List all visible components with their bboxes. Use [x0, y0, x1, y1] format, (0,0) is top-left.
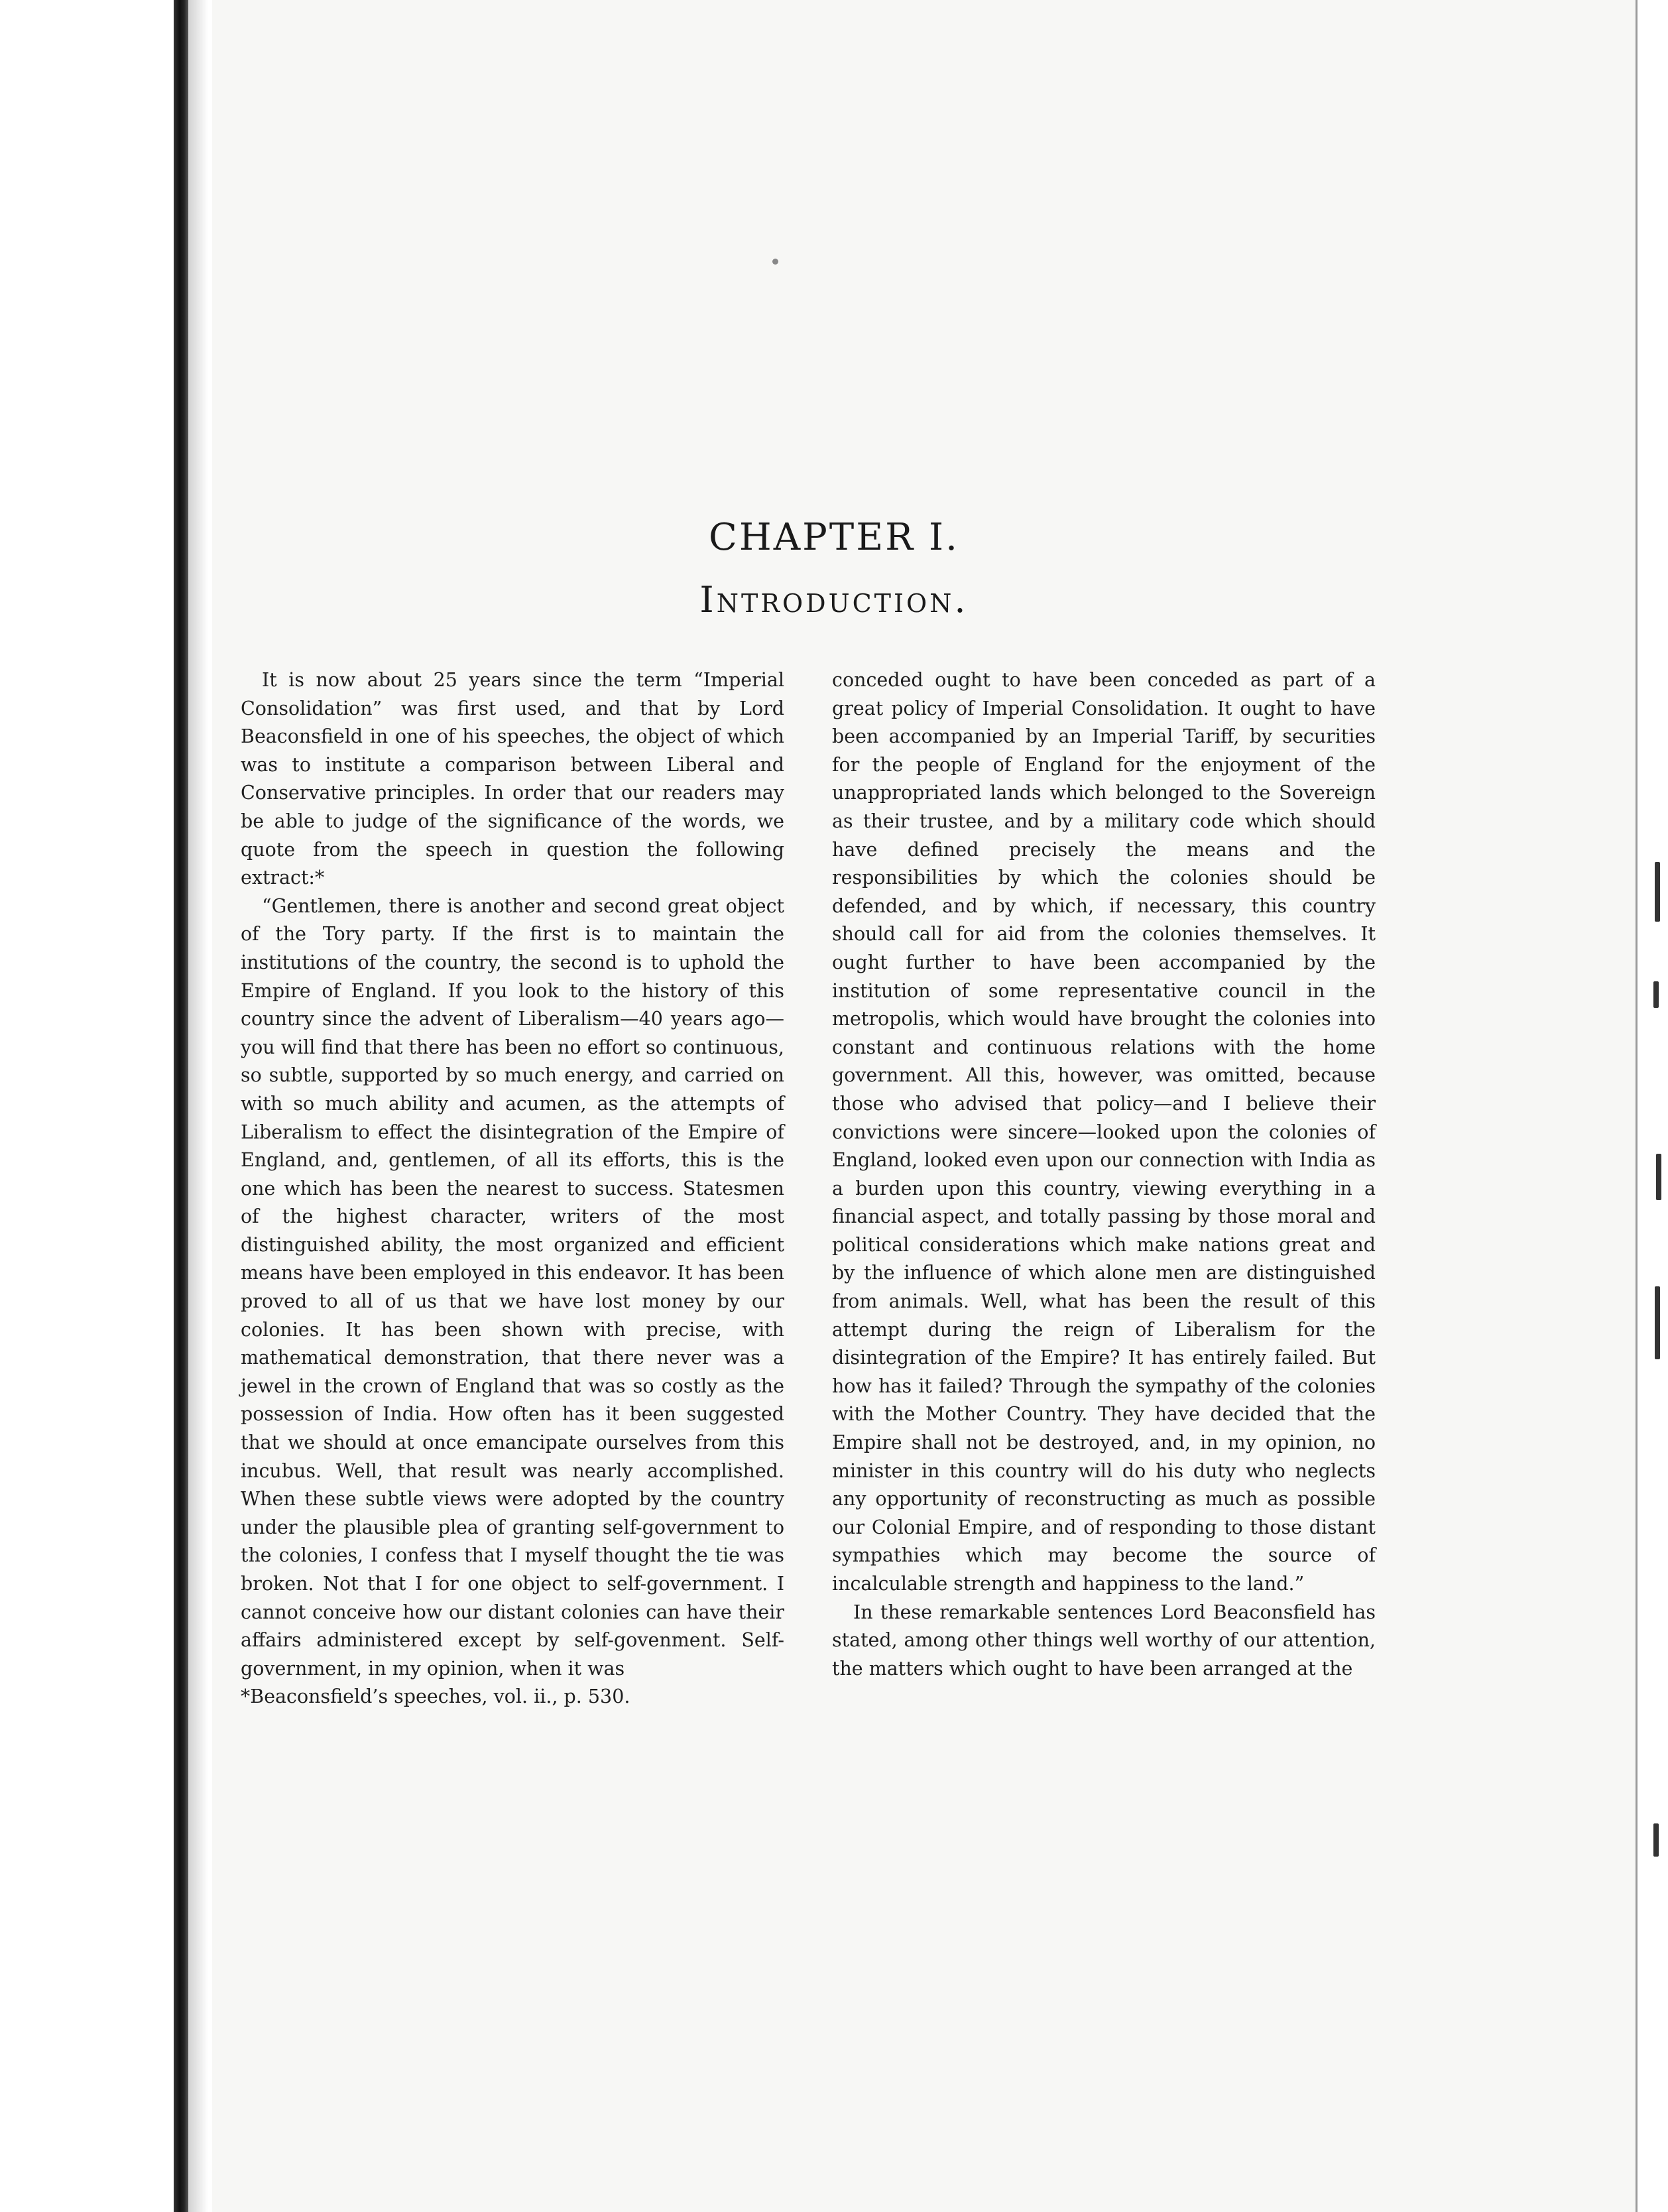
- page-edge-right: [1636, 0, 1668, 2212]
- book-binding-edge: [174, 0, 188, 2212]
- chapter-number: CHAPTER I.: [709, 516, 959, 559]
- paragraph: “Gentlemen, there is another and second great object of the Tory party. If the first is to maintain the institutions of the country, the second is to uphold the Empire of England. If you look to the history of this country since the advent of Liberalism—40 years ago—you will find that there has been no effort so continuous, so subtle, supported by so much energy, and carried on with so much ability and acumen, as the attempts of Liberalism to effect the disintegration of the Empire of England, and, gentlemen, of all its efforts, this is the one which has been the nearest to success. Statesmen of the highest character, writers of the most distinguished ability, the most organized and efficient means have been employed in this endeavor. It has been proved to all of us that we have lost money by our colonies. It has been shown with precise, with mathematical demonstration, that there never was a jewel in the crown of England that was so costly as the possession of India. How often has it been suggested that we should at once emancipate ourselves from this incubus. Well, that result was nearly accomplished. When these subtle views were adopted by the country under the plausible plea of granting self-government to the colonies, I confess that I myself thought the tie was broken. Not that I for one object to self-government. I cannot conceive how our distant colonies can have their affairs administered except by self-govenment. Self-government, in my opinion, when it was: [241, 894, 784, 1680]
- text-column-right: [832, 666, 1376, 1683]
- edge-mark: [1653, 981, 1659, 1008]
- edge-mark: [1655, 862, 1660, 922]
- binding-shadow: [188, 0, 208, 2212]
- paragraph: conceded ought to have been conceded as part of a great policy of Imperial Consolidation. It ought to have been accompanied by an Imperial Tariff, by securities for the people of England for the enjoyment of the unappropriated lands which belonged to the Sovereign as their trustee, and by a military code which should have defined precisely the means and the responsibilities by which the colonies should be defended, and by which, if necessary, this country should call for aid from the colonies themselves. It ought further to have been accompanied by the institution of some representative council in the metropolis, which would have brought the colonies into constant and continuous relations with the home government. All this, however, was omitted, because those who advised that policy—and I believe their convictions were sincere—looked upon the colonies of England, looked even upon our connection with India as a burden upon this country, viewing everything in a financial aspect, and totally passing by those moral and political considerations which make nations great and by the influence of which alone men are distinguished from animals. Well, what has been the result of this attempt during the reign of Liberalism for the disintegration of the Empire? It has entirely failed. But how has it failed? Through the sympathy of the colonies with the Mother Country. They have decided that the Empire shall not be destroyed, and, in my opinion, no minister in this country will do his duty who neglects any opportunity of reconstructing as much as possible our Colonial Empire, and of responding to those distant sympathies which may become the source of incalculable strength and happiness to the land.”: [832, 669, 1376, 1595]
- ink-speck: [772, 259, 778, 265]
- edge-mark: [1653, 1823, 1659, 1857]
- chapter-title: Introduction.: [699, 579, 969, 621]
- paragraph: In these remarkable sentences Lord Beaconsfield has stated, among other things well worthy of our attention, the matters which ought to have been arranged at the: [832, 1601, 1376, 1680]
- text-column-left: [241, 666, 784, 1711]
- footnote: *Beaconsfield’s speeches, vol. ii., p. 530.: [241, 1686, 630, 1708]
- edge-mark: [1656, 1154, 1661, 1200]
- paragraph: It is now about 25 years since the term “Imperial Consolidation” was first used, and that by Lord Beaconsfield in one of his speeches, the object of which was to institute a comparison between Liberal and Conservative principles. In order that our readers may be able to judge of the significance of the words, we quote from the speech in question the following extract:*: [241, 669, 784, 889]
- edge-mark: [1655, 1286, 1660, 1359]
